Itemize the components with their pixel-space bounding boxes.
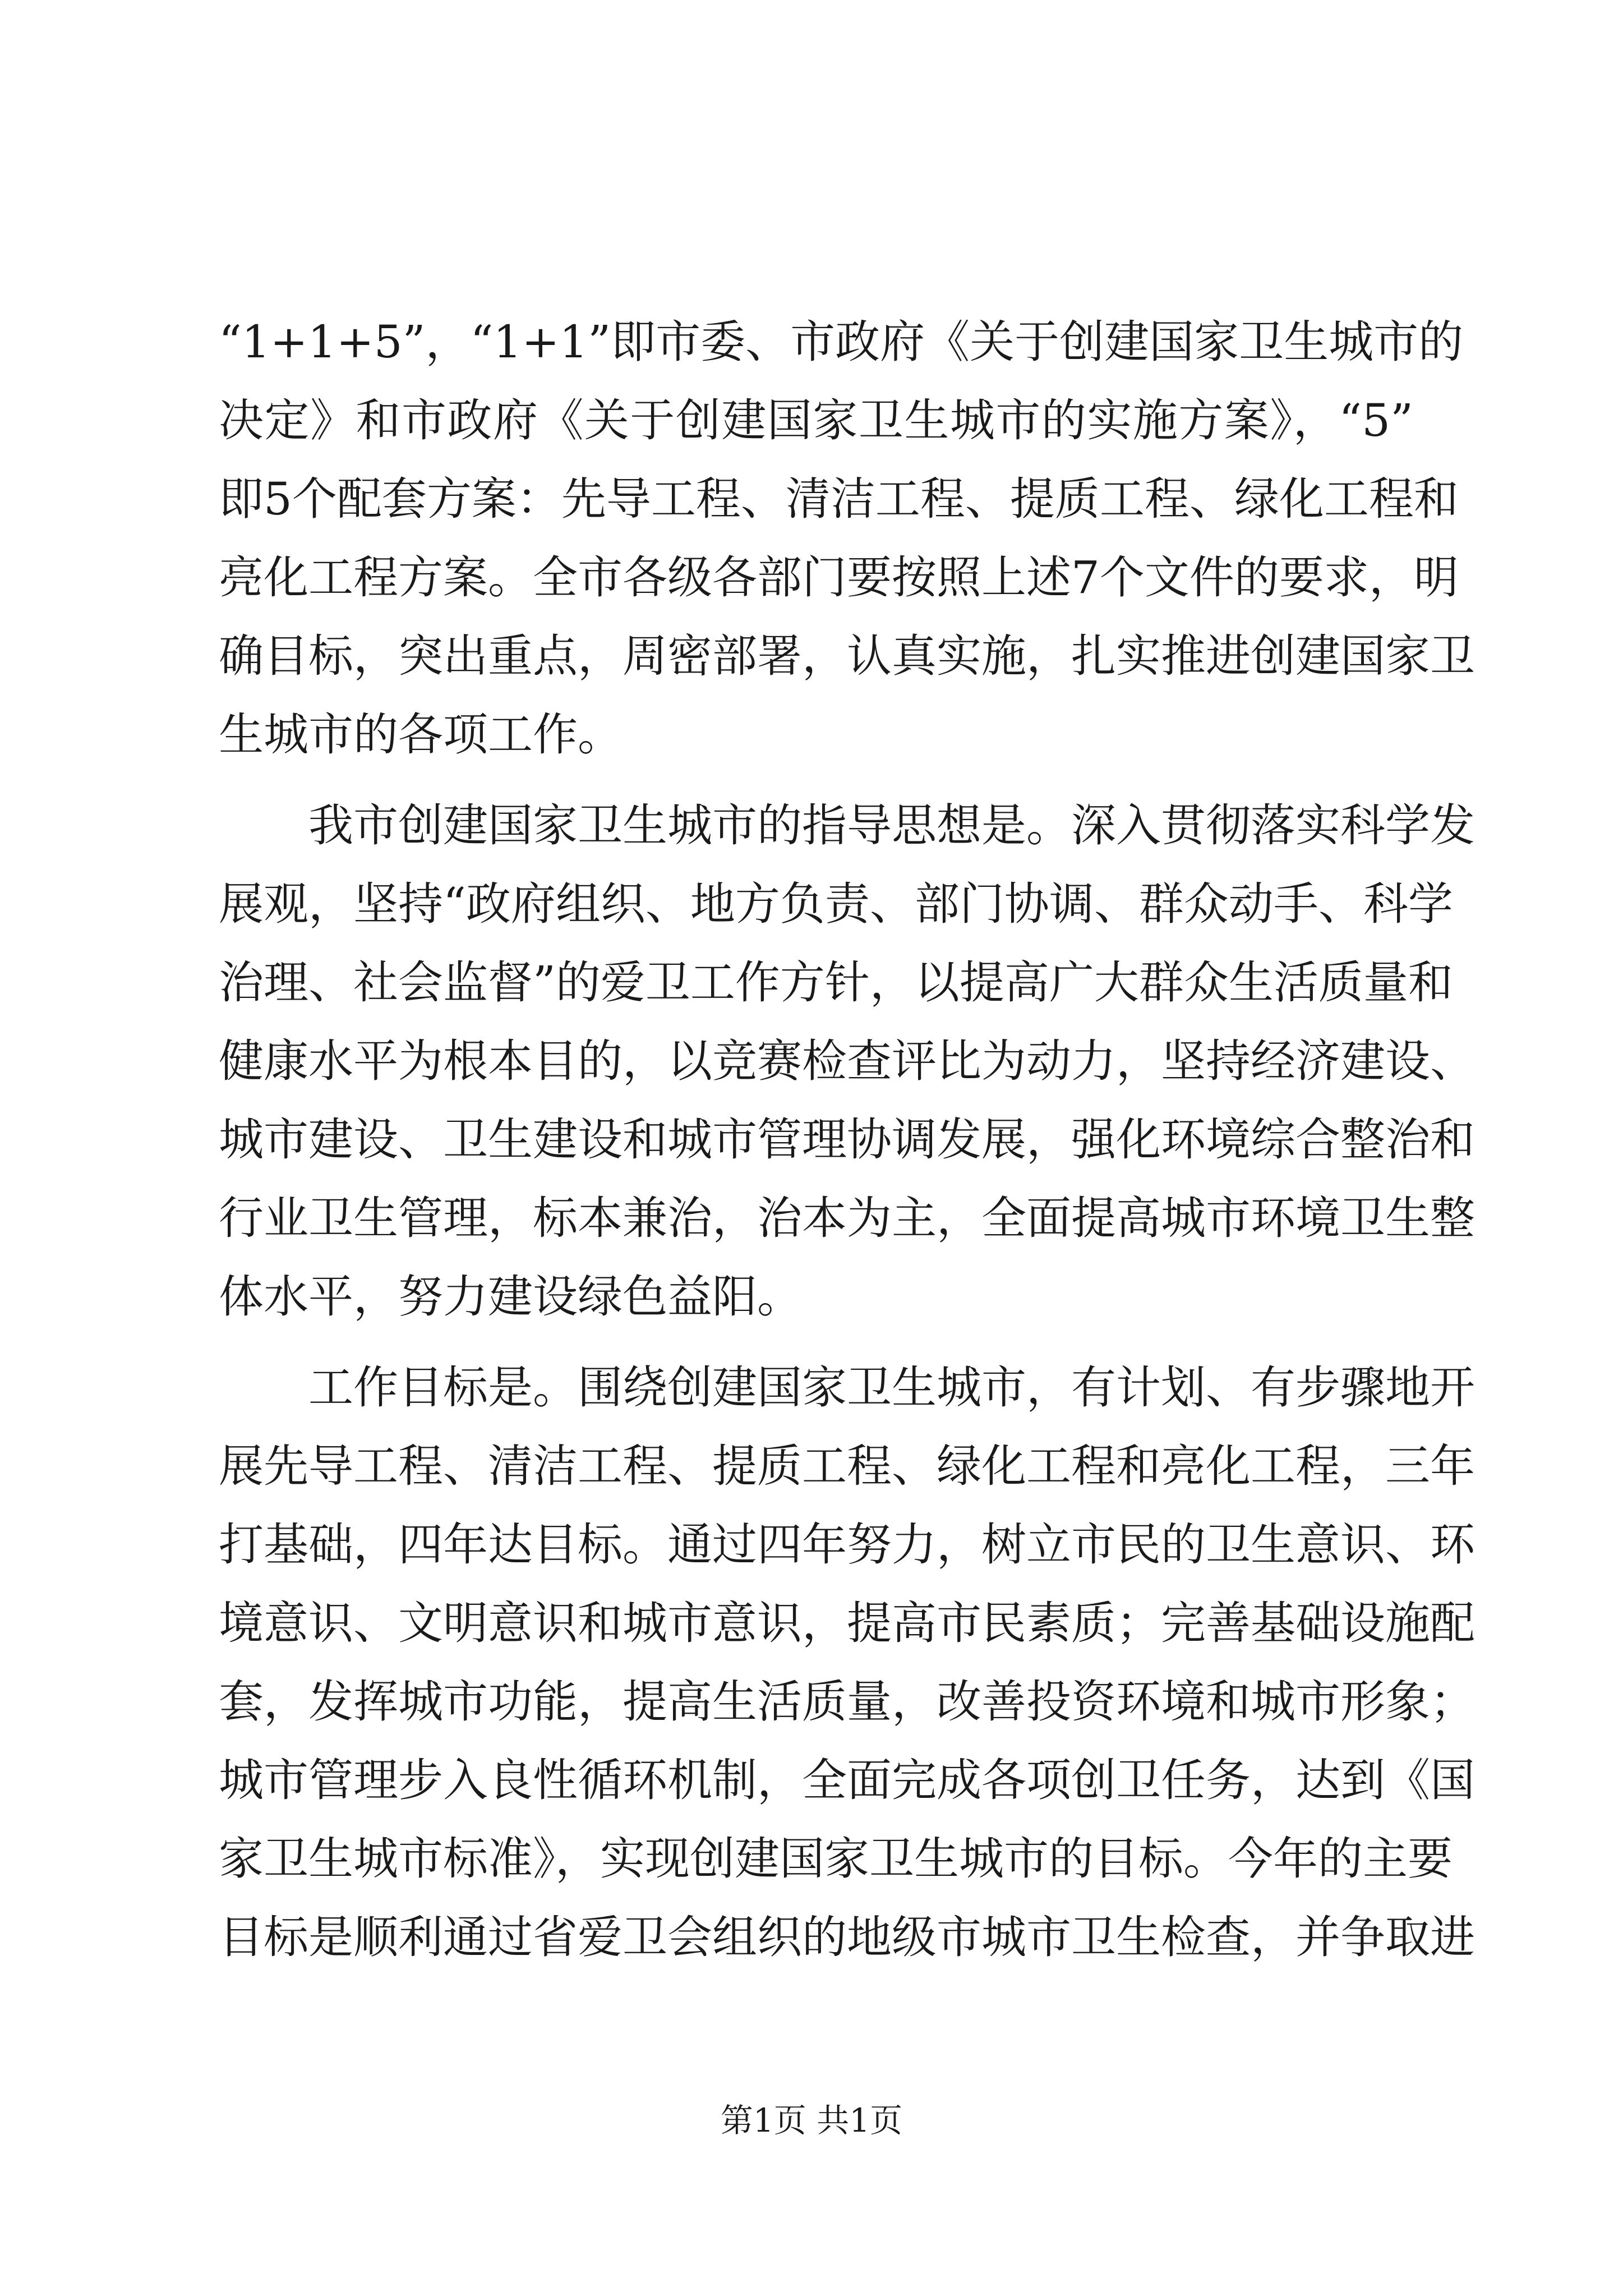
text-line: 境意识、文明意识和城市意识，提高市民素质；完善基础设施配 [219, 1597, 1475, 1649]
text-line: 工作目标是。围绕创建国家卫生城市，有计划、有步骤地开 [308, 1361, 1475, 1414]
text-line: 目标是顺利通过省爱卫会组织的地级市城市卫生检查，并争取进 [219, 1911, 1475, 1963]
text-line: 健康水平为根本目的，以竞赛检查评比为动力，坚持经济建设、 [219, 1035, 1475, 1087]
text-line: 治理、社会监督”的爱卫工作方针，以提高广大群众生活质量和 [219, 956, 1453, 1009]
text-line: 决定》和市政府《关于创建国家卫生城市的实施方案》，“5” [219, 394, 1413, 447]
paragraph-1 [219, 303, 1475, 774]
text-line: 套，发挥城市功能，提高生活质量，改善投资环境和城市形象； [219, 1676, 1475, 1728]
text-line: 展先导工程、清洁工程、提质工程、绿化工程和亮化工程，三年 [219, 1440, 1475, 1492]
text-line: 确目标，突出重点，周密部署，认真实施，扎实推进创建国家卫 [219, 630, 1475, 682]
paragraph-spacer [219, 1336, 1413, 1349]
page-footer: 第1页 共1页 [720, 2101, 903, 2139]
text-line: 生城市的各项工作。 [219, 708, 623, 761]
text-line: 展观，坚持“政府组织、地方负责、部门协调、群众动手、科学 [219, 878, 1453, 930]
paragraph-2 [219, 786, 1475, 1336]
text-line: 家卫生城市标准》，实现创建国家卫生城市的目标。今年的主要 [219, 1833, 1453, 1885]
text-line: 城市建设、卫生建设和城市管理协调发展，强化环境综合整治和 [219, 1114, 1475, 1166]
paragraph-3 [219, 1349, 1475, 1977]
text-line: 即5个配套方案：先导工程、清洁工程、提质工程、绿化工程和 [219, 473, 1459, 525]
text-line: 我市创建国家卫生城市的指导思想是。深入贯彻落实科学发 [308, 799, 1475, 852]
text-line: 城市管理步入良性循环机制，全面完成各项创卫任务，达到《国 [219, 1754, 1475, 1806]
document-body [219, 303, 1475, 1977]
text-line: 亮化工程方案。全市各级各部门要按照上述7个文件的要求，明 [219, 551, 1459, 604]
paragraph-spacer [219, 774, 1413, 786]
text-line: 体水平，努力建设绿色益阳。 [219, 1271, 802, 1323]
text-line: 打基础，四年达目标。通过四年努力，树立市民的卫生意识、环 [219, 1519, 1475, 1571]
text-line: 行业卫生管理，标本兼治，治本为主，全面提高城市环境卫生整 [219, 1192, 1475, 1244]
text-line: “1+1+5”，“1+1”即市委、市政府《关于创建国家卫生城市的 [219, 316, 1464, 368]
